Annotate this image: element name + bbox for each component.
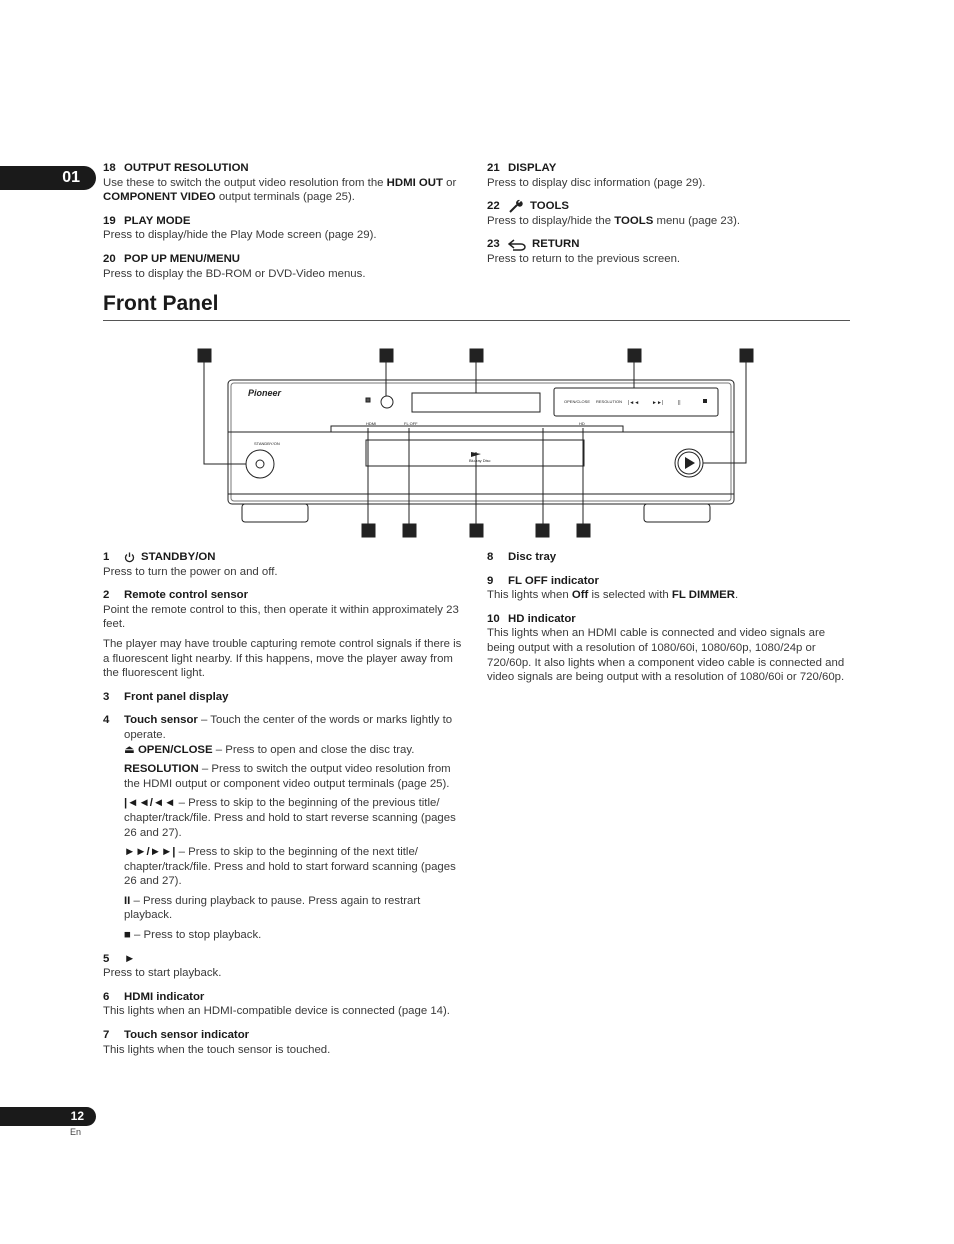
- panel-entry-3: 3 Front panel display: [103, 690, 229, 703]
- resolution-label: RESOLUTION: [596, 399, 623, 404]
- return-arrow-icon: [508, 239, 526, 251]
- panel-entry-5: 5 ► Press to start playback.: [103, 952, 222, 980]
- wrench-icon: [508, 199, 524, 213]
- play-icon: ►: [124, 952, 136, 965]
- chapter-tab: 01: [0, 166, 96, 190]
- panel-entry-9: 9 FL OFF indicator This lights when Off is selected with FL DIMMER.: [487, 574, 739, 602]
- skip-forward-icon: ►►/►►|: [124, 846, 176, 859]
- callout-marker-7: [403, 524, 416, 537]
- callout-marker-1: [198, 349, 211, 362]
- fl-off-label: FL OFF: [404, 421, 418, 426]
- callout-marker-5: [740, 349, 753, 362]
- callout-marker-10: [577, 524, 590, 537]
- callout-marker-8: [470, 524, 483, 537]
- power-icon: [124, 552, 135, 563]
- skip-next-icon: ►►|: [652, 400, 664, 406]
- callout-marker-9: [536, 524, 549, 537]
- front-panel-list-left: [103, 550, 467, 1066]
- remote-entry-18: 18 OUTPUT RESOLUTION Use these to switch the output video resolution from the HDMI OUT or COMPONENT VIDEO output terminals (page 25).: [103, 162, 457, 204]
- eject-icon: ⏏: [124, 743, 138, 756]
- remote-list-right: [487, 161, 851, 276]
- callout-marker-2: [380, 349, 393, 362]
- remote-list-left: [103, 161, 467, 290]
- remote-entry-21: 21 DISPLAY Press to display disc information (page 29).: [487, 162, 706, 189]
- remote-entry-22: 22 TOOLS Press to display/hide the TOOLS menu (page 23).: [487, 200, 741, 227]
- panel-entry-4: 4 Touch sensor – Touch the center of the words or marks lightly to operate. ⏏ OPEN/CLOSE – Press to open and close the disc tray. RESOLUTION – Press to switch the output video resolution from the HDMI output or component video output terminals (page 25). |◄◄/◄◄ – Press to skip to the beginning of the previous title/ chapter/track/file. Press and hold to start reverse scanning (pages 26 and 27). ►►/►►| – Press to skip to the beginning of the next title/ chapter/track/file. Press and hold to start forward scanning (pages 26 and 27). II – Press during playback to pause. Press again to restrart playback. ■ – Press to stop playback.: [103, 714, 456, 942]
- panel-entry-7: 7 Touch sensor indicator This lights when the touch sensor is touched.: [103, 1029, 331, 1056]
- open-close-label: OPEN/CLOSE: [564, 399, 591, 404]
- callout-marker-4: [628, 349, 641, 362]
- page-number: 12: [0, 1107, 96, 1126]
- play-icon: [685, 457, 695, 469]
- front-panel-list-right: [487, 550, 851, 694]
- bluray-label: Blu-ray Disc: [469, 458, 491, 463]
- hd-label: HD: [579, 421, 585, 426]
- panel-entry-2: 2 Remote control sensor Point the remote control to this, then operate it within approximately 23 feet. The player may have trouble capturing remote control signals if there is a fluorescent light nearby. If this happens, move the player away from the fluorescent light.: [103, 589, 462, 680]
- remote-entry-23: 23 RETURN Press to return to the previous screen.: [487, 238, 681, 265]
- hdmi-label: HDMI: [366, 421, 377, 426]
- callout-marker-3: [470, 349, 483, 362]
- standby-label: STANDBY/ON: [254, 441, 280, 446]
- skip-back-icon: |◄◄/◄◄: [124, 797, 176, 810]
- stop-icon: ■: [124, 929, 131, 942]
- panel-entry-6: 6 HDMI indicator This lights when an HDMI-compatible device is connected (page 14).: [103, 990, 450, 1018]
- front-panel-diagram: [196, 344, 766, 544]
- panel-entry-1: 1 STANDBY/ON Press to turn the power on and off.: [103, 551, 278, 578]
- pause-icon: ||: [678, 400, 681, 406]
- callout-marker-6: [362, 524, 375, 537]
- panel-entry-10: 10 HD indicator This lights when an HDMI cable is connected and video signals are being output with a resolution of 1080/60i, 1080/60p, 1080/24p or 720/60p. It also lights when a component video cable is connected and video signals are being output with a resolution of 1080/60i or 720/60p.: [487, 612, 845, 684]
- remote-entry-19: 19 PLAY MODE Press to display/hide the Play Mode screen (page 29).: [103, 214, 377, 242]
- pause-icon: II: [124, 894, 131, 907]
- page-language: En: [70, 1127, 82, 1137]
- brand-logo: Pioneer: [248, 388, 282, 398]
- remote-entry-20: 20 POP UP MENU/MENU Press to display the BD-ROM or DVD-Video menus.: [103, 252, 366, 280]
- panel-entry-8: 8 Disc tray: [487, 551, 557, 563]
- stop-icon: [703, 399, 707, 403]
- skip-prev-icon: |◄◄: [628, 400, 640, 406]
- section-title: Front Panel: [103, 292, 850, 321]
